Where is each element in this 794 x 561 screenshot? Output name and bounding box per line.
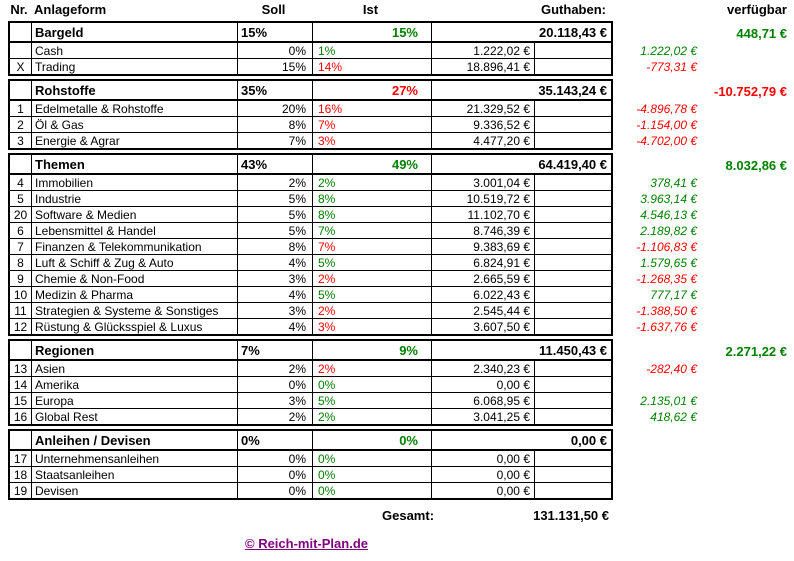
row-nr-cell: 13 [10,361,32,376]
section-header-row [10,155,611,175]
row-soll-cell: 0% [238,483,313,498]
row-nr-cell: 1 [10,101,32,116]
row-diff-row [613,393,794,409]
row-diff-row [613,409,794,425]
total-row [0,506,613,524]
row-ist-cell: 5% [313,393,432,408]
row-guthaben-cell: 8.746,39 € [432,223,535,238]
section-box [8,79,613,150]
row-label-cell: Global Rest [32,409,238,424]
section-verfuegbar-value: 2.271,22 € [725,343,787,359]
section-header-row [10,23,611,43]
row-diff-value: -1.268,35 € [636,272,697,286]
section-soll-value: 15% [238,23,313,41]
row-diff-row [613,223,794,239]
section-box [8,153,613,336]
row-label-cell: Software & Medien [32,207,238,222]
row-label-cell: Lebensmittel & Handel [32,223,238,238]
table-row [10,467,611,483]
section-4 [0,429,794,500]
section-guthaben-value: 20.118,43 € [539,24,607,40]
table-row [10,59,611,74]
row-ist-cell: 5% [313,255,432,270]
row-ist-cell: 1% [313,43,432,58]
section-verfuegbar-value [613,431,794,451]
row-guthaben-cell: 10.519,72 € [432,191,535,206]
section-verfuegbar-value: 448,71 € [736,25,787,41]
row-label-cell: Medizin & Pharma [32,287,238,302]
row-label-cell: Devisen [32,483,238,498]
row-nr-cell: 2 [10,117,32,132]
section-guthaben-value: 35.143,24 € [538,82,607,98]
table-row [10,287,611,303]
row-soll-cell: 5% [238,207,313,222]
row-guthaben-cell: 0,00 € [432,451,535,466]
section-guthaben-value: 64.419,40 € [538,156,607,172]
section-guthaben-value: 11.450,43 € [539,342,607,358]
row-nr-cell: 10 [10,287,32,302]
row-label-cell: Staatsanleihen [32,467,238,482]
row-guthaben-cell: 3.001,04 € [432,175,535,190]
row-diff-row [613,271,794,287]
row-label-cell: Energie & Agrar [32,133,238,148]
table-row [10,361,611,377]
table-row [10,271,611,287]
row-diff-value: 1.222,02 € [640,44,697,58]
row-ist-cell: 3% [313,319,432,334]
row-ist-cell: 2% [313,409,432,424]
row-diff-row [613,361,794,377]
row-nr-cell: 5 [10,191,32,206]
row-diff-value: 378,41 € [650,176,697,190]
section-verfuegbar-value: 8.032,86 € [725,157,787,173]
row-diff-row [613,303,794,319]
row-label-cell: Rüstung & Glücksspiel & Luxus [32,319,238,334]
table-row [10,207,611,223]
section-ist-value: 27% [313,81,432,99]
row-diff-value: 2.135,01 € [640,394,697,408]
row-guthaben-cell: 6.068,95 € [432,393,535,408]
row-ist-cell: 0% [313,451,432,466]
row-label-cell: Amerika [32,377,238,392]
nr-cell [10,431,32,449]
row-label-cell: Cash [32,43,238,58]
row-spacer-cell [535,101,611,116]
table-row [10,191,611,207]
row-nr-cell: 12 [10,319,32,334]
row-spacer-cell [535,467,611,482]
section-name: Themen [32,155,238,173]
row-spacer-cell [535,133,611,148]
row-label-cell: Europa [32,393,238,408]
table-row [10,101,611,117]
row-nr-cell: 17 [10,451,32,466]
row-nr-cell: 11 [10,303,32,318]
table-row [10,239,611,255]
row-diff-value: -282,40 € [646,362,697,376]
row-diff-row [613,117,794,133]
row-soll-cell: 8% [238,117,313,132]
row-spacer-cell [535,287,611,302]
section-header-row [10,431,611,451]
row-label-cell: Industrie [32,191,238,206]
row-ist-cell: 2% [313,271,432,286]
row-label-cell: Chemie & Non-Food [32,271,238,286]
row-ist-cell: 16% [313,101,432,116]
row-diff-row [613,43,794,59]
row-spacer-cell [535,409,611,424]
row-soll-cell: 0% [238,467,313,482]
section-0 [0,21,794,76]
row-nr-cell: 20 [10,207,32,222]
table-row [10,393,611,409]
section-guthaben-value: 0,00 € [570,432,607,448]
row-nr-cell: 4 [10,175,32,190]
nr-cell [10,81,32,99]
section-outside-column [613,429,794,500]
row-nr-cell: X [10,59,32,74]
table-header-row [0,1,794,18]
row-diff-row [613,239,794,255]
row-ist-cell: 2% [313,361,432,376]
row-label-cell: Trading [32,59,238,74]
column-header-nr: Nr. [10,2,28,17]
row-ist-cell: 8% [313,191,432,206]
nr-cell [10,155,32,173]
row-diff-row [613,255,794,271]
section-2 [0,153,794,336]
row-ist-cell: 5% [313,287,432,302]
row-ist-cell: 0% [313,467,432,482]
section-ist-value: 15% [313,23,432,41]
table-row [10,223,611,239]
row-diff-value: -4.896,78 € [636,102,697,116]
row-diff-row [613,319,794,335]
row-diff-row [613,207,794,223]
section-header-row [10,341,611,361]
row-diff-value: 418,62 € [650,410,697,424]
row-soll-cell: 2% [238,175,313,190]
section-name: Regionen [32,341,238,359]
row-soll-cell: 0% [238,377,313,392]
column-header-ist: Ist [362,2,379,17]
row-guthaben-cell: 3.041,25 € [432,409,535,424]
row-spacer-cell [535,191,611,206]
section-ist-value: 49% [313,155,432,173]
row-ist-cell: 2% [313,303,432,318]
row-label-cell: Luft & Schiff & Zug & Auto [32,255,238,270]
row-nr-cell: 15 [10,393,32,408]
row-label-cell: Edelmetalle & Rohstoffe [32,101,238,116]
table-row [10,377,611,393]
nr-cell [10,341,32,359]
row-soll-cell: 4% [238,319,313,334]
row-soll-cell: 5% [238,191,313,206]
section-soll-value: 0% [238,431,313,449]
row-label-cell: Strategien & Systeme & Sonstiges [32,303,238,318]
row-diff-row [613,101,794,117]
row-label-cell: Öl & Gas [32,117,238,132]
row-diff-value: -773,31 € [646,60,697,74]
section-name: Bargeld [32,23,238,41]
table-row [10,451,611,467]
row-spacer-cell [535,451,611,466]
section-name: Anleihen / Devisen [32,431,238,449]
section-ist-value: 0% [313,431,432,449]
row-soll-cell: 5% [238,223,313,238]
row-nr-cell: 14 [10,377,32,392]
row-diff-row [613,467,794,483]
table-row [10,255,611,271]
row-soll-cell: 3% [238,303,313,318]
table-row [10,43,611,59]
row-diff-row [613,59,794,75]
row-guthaben-cell: 2.545,44 € [432,303,535,318]
section-outside-column [613,79,794,150]
row-nr-cell [10,43,32,58]
nr-cell [10,23,32,41]
row-diff-row [613,133,794,149]
column-header-guthaben: Guthaben: [541,2,606,17]
row-soll-cell: 4% [238,255,313,270]
row-spacer-cell [535,175,611,190]
row-ist-cell: 0% [313,377,432,392]
row-ist-cell: 7% [313,117,432,132]
table-row [10,483,611,498]
section-3 [0,339,794,426]
section-outside-column [613,339,794,426]
section-box [8,429,613,500]
row-guthaben-cell: 11.102,70 € [432,207,535,222]
table-row [10,117,611,133]
row-diff-row [613,287,794,303]
row-spacer-cell [535,59,611,74]
section-name: Rohstoffe [32,81,238,99]
row-spacer-cell [535,483,611,498]
row-soll-cell: 4% [238,287,313,302]
row-spacer-cell [535,271,611,286]
row-diff-value: -1.154,00 € [636,118,697,132]
table-row [10,409,611,424]
row-guthaben-cell: 0,00 € [432,377,535,392]
row-guthaben-cell: 0,00 € [432,483,535,498]
row-soll-cell: 2% [238,361,313,376]
row-guthaben-cell: 6.022,43 € [432,287,535,302]
section-outside-column [613,153,794,336]
row-nr-cell: 7 [10,239,32,254]
row-diff-value: 1.579,65 € [640,256,697,270]
row-spacer-cell [535,303,611,318]
row-diff-row [613,175,794,191]
row-ist-cell: 2% [313,175,432,190]
row-guthaben-cell: 6.824,91 € [432,255,535,270]
row-label-cell: Finanzen & Telekommunikation [32,239,238,254]
row-spacer-cell [535,117,611,132]
row-diff-row [613,483,794,499]
row-spacer-cell [535,393,611,408]
row-nr-cell: 18 [10,467,32,482]
sections-container [0,21,794,500]
section-verfuegbar-value: -10.752,79 € [713,83,787,99]
table-row [10,133,611,148]
row-nr-cell: 16 [10,409,32,424]
row-soll-cell: 3% [238,271,313,286]
table-row [10,303,611,319]
row-diff-value: 777,17 € [650,288,697,302]
row-diff-row [613,377,794,393]
row-ist-cell: 7% [313,239,432,254]
footer-link-row [0,535,613,553]
row-diff-value: -4.702,00 € [636,134,697,148]
section-box [8,21,613,76]
row-nr-cell: 3 [10,133,32,148]
row-spacer-cell [535,223,611,238]
section-box [8,339,613,426]
section-soll-value: 35% [238,81,313,99]
row-spacer-cell [535,43,611,58]
row-soll-cell: 7% [238,133,313,148]
row-soll-cell: 20% [238,101,313,116]
row-soll-cell: 3% [238,393,313,408]
row-guthaben-cell: 9.336,52 € [432,117,535,132]
row-label-cell: Asien [32,361,238,376]
column-header-verfuegbar: verfügbar [727,2,787,17]
section-outside-column [613,21,794,76]
row-spacer-cell [535,207,611,222]
total-label: Gesamt: [382,507,435,523]
reich-mit-plan-link[interactable]: © Reich-mit-Plan.de [245,536,368,551]
row-guthaben-cell: 21.329,52 € [432,101,535,116]
row-spacer-cell [535,377,611,392]
row-nr-cell: 19 [10,483,32,498]
row-ist-cell: 8% [313,207,432,222]
column-header-anlageform: Anlageform [34,2,107,17]
row-label-cell: Unternehmensanleihen [32,451,238,466]
table-row [10,175,611,191]
row-ist-cell: 14% [313,59,432,74]
column-header-soll: Soll [261,2,286,17]
row-soll-cell: 2% [238,409,313,424]
row-guthaben-cell: 2.340,23 € [432,361,535,376]
section-ist-value: 9% [313,341,432,359]
section-header-row [10,81,611,101]
row-diff-row [613,191,794,207]
row-label-cell: Immobilien [32,175,238,190]
row-nr-cell: 6 [10,223,32,238]
row-soll-cell: 0% [238,451,313,466]
row-guthaben-cell: 4.477,20 € [432,133,535,148]
row-diff-value: 4.546,13 € [640,208,697,222]
row-guthaben-cell: 3.607,50 € [432,319,535,334]
row-ist-cell: 7% [313,223,432,238]
row-guthaben-cell: 9.383,69 € [432,239,535,254]
row-diff-value: 2.189,82 € [640,224,697,238]
section-soll-value: 7% [238,341,313,359]
total-value: 131.131,50 € [533,507,609,523]
row-diff-row [613,451,794,467]
row-nr-cell: 9 [10,271,32,286]
row-ist-cell: 0% [313,483,432,498]
row-guthaben-cell: 2.665,59 € [432,271,535,286]
row-diff-value: -1.388,50 € [636,304,697,318]
row-soll-cell: 15% [238,59,313,74]
row-guthaben-cell: 1.222,02 € [432,43,535,58]
row-guthaben-cell: 18.896,41 € [432,59,535,74]
table-row [10,319,611,334]
row-soll-cell: 0% [238,43,313,58]
row-diff-value: -1.637,76 € [636,320,697,334]
section-soll-value: 43% [238,155,313,173]
row-spacer-cell [535,319,611,334]
row-spacer-cell [535,361,611,376]
row-guthaben-cell: 0,00 € [432,467,535,482]
row-diff-value: 3.963,14 € [640,192,697,206]
row-soll-cell: 8% [238,239,313,254]
row-diff-value: -1.106,83 € [636,240,697,254]
row-spacer-cell [535,255,611,270]
row-nr-cell: 8 [10,255,32,270]
row-ist-cell: 3% [313,133,432,148]
section-1 [0,79,794,150]
row-spacer-cell [535,239,611,254]
